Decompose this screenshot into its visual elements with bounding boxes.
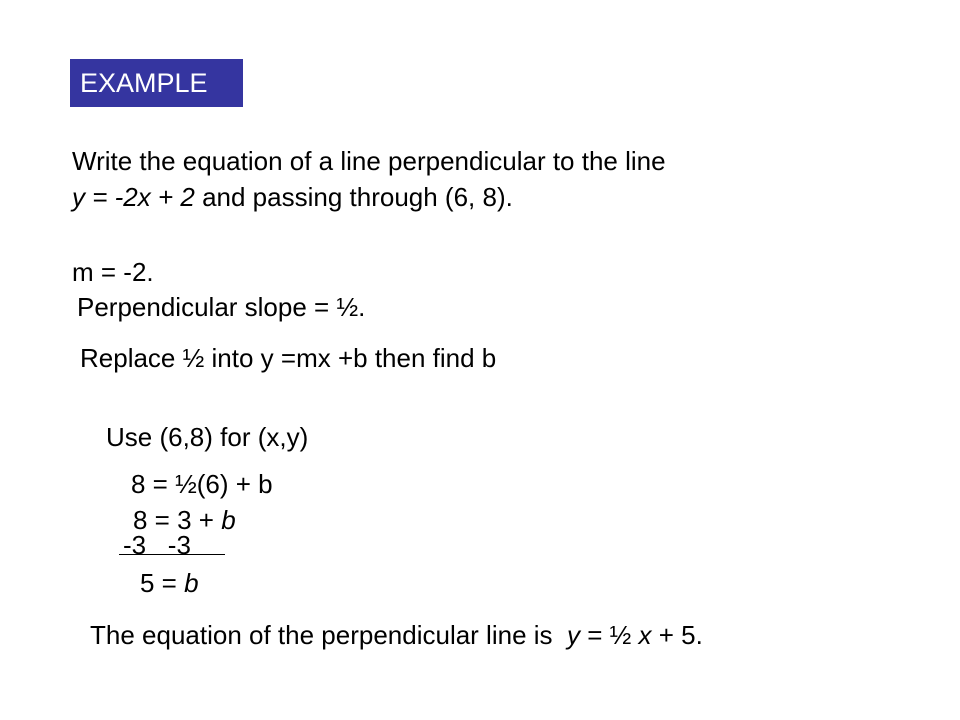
- result-step: [140, 567, 199, 599]
- conclusion-line: [90, 619, 703, 651]
- substitution-step-1: 8 = ½(6) + b: [131, 469, 273, 499]
- result-lhs: 5 =: [140, 568, 185, 598]
- problem-line-1: Write the equation of a line perpendicular to the line: [72, 146, 666, 176]
- problem-line-2-rest: and passing through (6, 8).: [194, 182, 513, 212]
- slope-statement: m = -2.: [72, 257, 154, 287]
- subtraction-rule: [119, 554, 225, 555]
- answer-end: + 5.: [651, 620, 703, 650]
- variable-b: b: [221, 505, 236, 535]
- use-point-instruction: Use (6,8) for (x,y): [106, 422, 309, 452]
- substitution-step-2-lhs: 8 = 3 +: [133, 505, 222, 535]
- problem-line-2: [72, 181, 513, 213]
- conclusion-text: The equation of the perpendicular line is: [90, 620, 567, 650]
- answer-mid: = ½: [579, 620, 639, 650]
- answer-y: y: [566, 620, 580, 650]
- answer-x: x: [638, 620, 652, 650]
- result-variable-b: b: [184, 568, 199, 598]
- example-label: EXAMPLE: [70, 59, 243, 107]
- replace-instruction: Replace ½ into y =mx +b then find b: [80, 343, 497, 373]
- given-line-equation: y = -2x + 2: [72, 182, 195, 212]
- subtract-step: -3 -3: [123, 530, 191, 560]
- perpendicular-slope-statement: Perpendicular slope = ½.: [77, 292, 366, 322]
